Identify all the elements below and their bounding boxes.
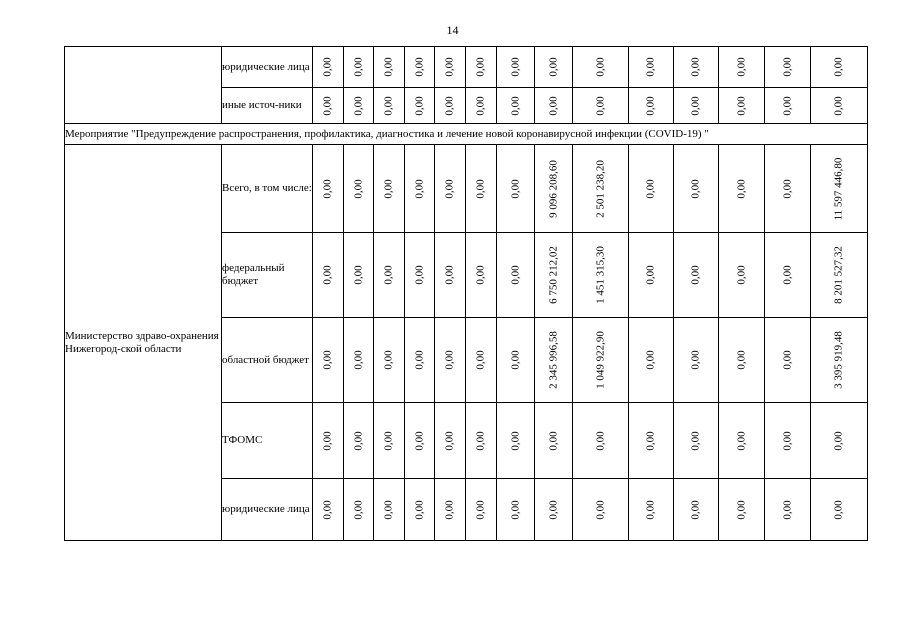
value-text: 0,00 xyxy=(509,499,521,520)
value-cell xyxy=(405,318,435,403)
value-text: 0,00 xyxy=(832,499,845,520)
value-cell xyxy=(466,403,497,479)
value-text: 0,00 xyxy=(382,178,395,199)
value-cell xyxy=(466,47,497,88)
value-text: 0,00 xyxy=(735,499,747,520)
value-cell xyxy=(313,318,344,403)
funding-source-cell: юридические лица xyxy=(222,479,313,541)
value-cell xyxy=(313,145,344,233)
value-text: 0,00 xyxy=(352,95,364,116)
value-cell xyxy=(497,47,535,88)
value-text: 0,00 xyxy=(443,95,456,116)
value-text: 0,00 xyxy=(689,178,702,199)
value-text: 0,00 xyxy=(352,499,364,520)
value-cell xyxy=(535,318,573,403)
value-text: 0,00 xyxy=(474,95,487,116)
value-text: 0,00 xyxy=(443,350,456,370)
value-text: 0,00 xyxy=(594,499,606,520)
value-text: 0,00 xyxy=(594,95,606,116)
value-cell xyxy=(719,479,765,541)
value-text: 2 345 996,58 xyxy=(547,331,559,389)
value-cell xyxy=(629,88,674,124)
value-text: 11 597 446,80 xyxy=(832,157,845,220)
value-cell xyxy=(811,145,868,233)
value-text: 0,00 xyxy=(509,57,521,77)
value-cell xyxy=(674,145,719,233)
value-text: 0,00 xyxy=(781,95,793,116)
value-text: 0,00 xyxy=(832,57,845,77)
value-text: 0,00 xyxy=(474,350,487,370)
funding-source-cell: юридические лица xyxy=(222,47,313,88)
value-text: 0,00 xyxy=(781,499,793,520)
value-text: 0,00 xyxy=(474,499,487,520)
value-cell xyxy=(435,318,466,403)
value-text: 0,00 xyxy=(644,430,657,451)
value-cell xyxy=(765,88,811,124)
value-text: 0,00 xyxy=(547,499,559,520)
value-cell xyxy=(811,479,868,541)
value-text: 0,00 xyxy=(644,178,657,199)
budget-table xyxy=(64,46,868,541)
value-cell xyxy=(674,233,719,318)
value-text: 0,00 xyxy=(689,265,702,285)
value-cell xyxy=(719,318,765,403)
value-cell xyxy=(674,47,719,88)
value-cell xyxy=(765,233,811,318)
value-cell xyxy=(765,47,811,88)
value-cell xyxy=(535,88,573,124)
value-text: 0,00 xyxy=(781,430,793,451)
value-cell xyxy=(313,47,344,88)
value-text: 0,00 xyxy=(352,178,364,199)
value-cell xyxy=(811,403,868,479)
value-cell xyxy=(674,88,719,124)
value-cell xyxy=(573,318,629,403)
value-cell xyxy=(811,318,868,403)
value-cell xyxy=(535,145,573,233)
value-text: 0,00 xyxy=(382,265,395,285)
value-text: 0,00 xyxy=(735,265,747,285)
value-text: 0,00 xyxy=(509,430,521,451)
value-text: 0,00 xyxy=(594,57,606,77)
value-text: 0,00 xyxy=(644,350,657,370)
value-text: 3 395 919,48 xyxy=(832,331,845,389)
value-text: 0,00 xyxy=(781,57,793,77)
value-cell xyxy=(535,233,573,318)
value-text: 0,00 xyxy=(352,57,364,77)
value-cell xyxy=(344,318,374,403)
value-text: 0,00 xyxy=(321,57,334,77)
value-text: 0,00 xyxy=(321,499,334,520)
value-cell xyxy=(719,47,765,88)
value-cell xyxy=(765,318,811,403)
value-cell xyxy=(719,88,765,124)
value-cell xyxy=(374,479,405,541)
value-cell xyxy=(313,403,344,479)
value-text: 0,00 xyxy=(509,265,521,285)
value-cell xyxy=(405,479,435,541)
value-text: 0,00 xyxy=(443,265,456,285)
value-cell xyxy=(405,47,435,88)
value-cell xyxy=(535,403,573,479)
value-cell xyxy=(435,145,466,233)
value-cell xyxy=(629,403,674,479)
value-text: 2 501 238,20 xyxy=(594,159,606,218)
value-cell xyxy=(765,145,811,233)
value-cell xyxy=(374,318,405,403)
funding-source-cell: ТФОМС xyxy=(222,403,313,479)
value-cell xyxy=(466,318,497,403)
value-cell xyxy=(466,88,497,124)
value-cell xyxy=(535,47,573,88)
value-cell xyxy=(466,145,497,233)
value-cell xyxy=(573,479,629,541)
value-text: 0,00 xyxy=(689,499,702,520)
value-text: 0,00 xyxy=(352,350,364,370)
value-cell xyxy=(497,318,535,403)
value-cell xyxy=(497,403,535,479)
value-cell xyxy=(435,47,466,88)
value-text: 9 096 208,60 xyxy=(547,159,559,218)
value-text: 0,00 xyxy=(509,350,521,370)
value-text: 0,00 xyxy=(509,95,521,116)
value-text: 0,00 xyxy=(382,95,395,116)
value-text: 0,00 xyxy=(443,430,456,451)
value-cell xyxy=(629,318,674,403)
value-cell xyxy=(674,479,719,541)
value-cell xyxy=(573,145,629,233)
organization-cell: Министерство здраво-охранения Нижегород-ской области xyxy=(65,145,222,541)
value-text: 0,00 xyxy=(735,430,747,451)
value-cell xyxy=(674,318,719,403)
value-text: 0,00 xyxy=(352,430,364,451)
funding-source-cell: Всего, в том числе: xyxy=(222,145,313,233)
value-text: 0,00 xyxy=(382,499,395,520)
value-cell xyxy=(629,479,674,541)
value-cell xyxy=(719,145,765,233)
value-cell xyxy=(674,403,719,479)
value-text: 0,00 xyxy=(689,430,702,451)
value-text: 0,00 xyxy=(781,265,793,285)
value-text: 0,00 xyxy=(443,499,456,520)
value-text: 0,00 xyxy=(689,95,702,116)
value-text: 0,00 xyxy=(547,95,559,116)
value-cell xyxy=(374,88,405,124)
value-cell xyxy=(719,403,765,479)
value-cell xyxy=(811,47,868,88)
value-cell xyxy=(344,88,374,124)
value-cell xyxy=(313,479,344,541)
value-text: 0,00 xyxy=(413,350,425,370)
value-cell xyxy=(811,88,868,124)
value-text: 6 750 212,02 xyxy=(547,246,559,304)
page-number: 14 xyxy=(446,23,459,37)
value-cell xyxy=(497,479,535,541)
value-text: 0,00 xyxy=(509,178,521,199)
value-cell xyxy=(497,88,535,124)
value-cell xyxy=(405,233,435,318)
value-text: 0,00 xyxy=(413,499,425,520)
event-title: Мероприятие "Предупреждение распространения, профилактика, диагностика и лечение новой коронавирусной инфекции (COVID-19) " xyxy=(65,124,868,145)
value-text: 0,00 xyxy=(443,178,456,199)
value-text: 0,00 xyxy=(644,95,657,116)
value-text: 0,00 xyxy=(443,57,456,77)
value-text: 0,00 xyxy=(547,57,559,77)
value-cell xyxy=(466,479,497,541)
value-cell xyxy=(573,88,629,124)
value-cell xyxy=(435,233,466,318)
value-cell xyxy=(629,233,674,318)
value-text: 0,00 xyxy=(382,57,395,77)
value-text: 8 201 527,32 xyxy=(832,246,845,304)
value-text: 0,00 xyxy=(735,95,747,116)
value-cell xyxy=(344,403,374,479)
value-text: 0,00 xyxy=(382,350,395,370)
value-text: 0,00 xyxy=(735,178,747,199)
value-text: 0,00 xyxy=(474,178,487,199)
value-text: 0,00 xyxy=(781,350,793,370)
funding-source-cell: иные источ-ники xyxy=(222,88,313,124)
value-text: 0,00 xyxy=(594,430,606,451)
funding-source-cell: областной бюджет xyxy=(222,318,313,403)
value-cell xyxy=(466,233,497,318)
value-cell xyxy=(374,403,405,479)
value-text: 0,00 xyxy=(832,95,845,116)
value-text: 0,00 xyxy=(413,57,425,77)
value-cell xyxy=(573,403,629,479)
value-cell xyxy=(374,145,405,233)
value-text: 0,00 xyxy=(321,95,334,116)
value-cell xyxy=(344,233,374,318)
value-cell xyxy=(497,145,535,233)
value-text: 0,00 xyxy=(413,265,425,285)
value-cell xyxy=(811,233,868,318)
value-cell xyxy=(435,403,466,479)
value-cell xyxy=(405,145,435,233)
value-text: 0,00 xyxy=(474,265,487,285)
value-text: 0,00 xyxy=(644,57,657,77)
value-cell xyxy=(765,479,811,541)
value-text: 1 049 922,90 xyxy=(594,331,606,389)
value-cell xyxy=(313,233,344,318)
value-cell xyxy=(313,88,344,124)
value-cell xyxy=(719,233,765,318)
value-text: 0,00 xyxy=(644,265,657,285)
value-text: 1 451 315,30 xyxy=(594,246,606,304)
value-text: 0,00 xyxy=(832,430,845,451)
value-text: 0,00 xyxy=(321,430,334,451)
value-cell xyxy=(535,479,573,541)
value-cell xyxy=(405,88,435,124)
value-text: 0,00 xyxy=(735,350,747,370)
value-cell xyxy=(344,47,374,88)
value-text: 0,00 xyxy=(781,178,793,199)
value-text: 0,00 xyxy=(689,57,702,77)
value-text: 0,00 xyxy=(352,265,364,285)
value-cell xyxy=(765,403,811,479)
value-cell xyxy=(435,88,466,124)
value-cell xyxy=(344,479,374,541)
table-row xyxy=(65,145,868,233)
value-cell xyxy=(374,47,405,88)
value-text: 0,00 xyxy=(644,499,657,520)
funding-source-cell: федеральный бюджет xyxy=(222,233,313,318)
value-cell xyxy=(573,47,629,88)
value-text: 0,00 xyxy=(321,178,334,199)
value-text: 0,00 xyxy=(321,265,334,285)
event-row xyxy=(65,124,868,145)
organization-cell xyxy=(65,47,222,124)
value-text: 0,00 xyxy=(474,430,487,451)
value-cell xyxy=(629,145,674,233)
value-text: 0,00 xyxy=(474,57,487,77)
value-cell xyxy=(497,233,535,318)
value-cell xyxy=(435,479,466,541)
value-cell xyxy=(573,233,629,318)
value-cell xyxy=(629,47,674,88)
value-text: 0,00 xyxy=(382,430,395,451)
value-text: 0,00 xyxy=(321,350,334,370)
value-text: 0,00 xyxy=(547,430,559,451)
table-row xyxy=(65,47,868,88)
value-text: 0,00 xyxy=(689,350,702,370)
value-cell xyxy=(405,403,435,479)
value-text: 0,00 xyxy=(413,95,425,116)
value-text: 0,00 xyxy=(413,178,425,199)
value-cell xyxy=(374,233,405,318)
value-cell xyxy=(344,145,374,233)
value-text: 0,00 xyxy=(735,57,747,77)
value-text: 0,00 xyxy=(413,430,425,451)
